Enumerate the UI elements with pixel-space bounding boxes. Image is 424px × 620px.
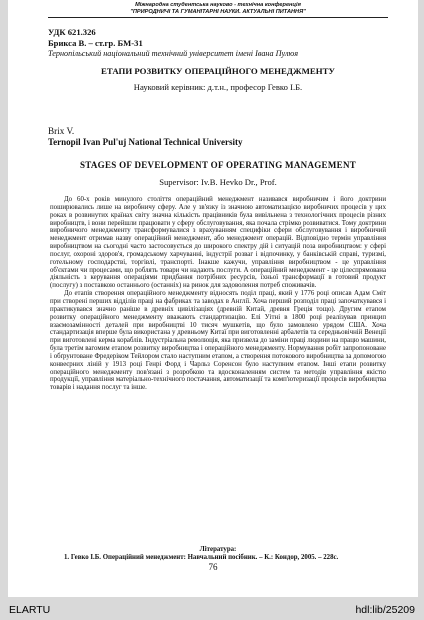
article-body — [50, 196, 386, 392]
paragraph-2: До етапів створення операційного менеджменту відносять поділ праці, який у 1776 році описав Адам Сміт при створені перших відділів праці на фабриках та заводах в Англії. Хоча перший розподіл праці започаткувався і практикувався значно раніше в древніх цивілізаціях (древній Китай, древня Греція тощо). Другим етапом розвитку операційного менеджменту вважають стандартизацію. Елі Уітні в 1800 році реалізував принцип взаємозамінності деталей при виробництві 10 тисяч мушкетів, що було замовлено урядом США. Хоча стандартизація вперше була використана у древньому Китаї при виготовленні арбалетів та середньовічній Венеції при виготовлені керма кораблів. Індустріальна революція, яка призвела до заміни праці людини на працю машини, була третім вагомим етапом розвитку виробництва і операційного менеджменту. Нормування робіт запропоноване і обґрунтоване Фредеріком Тейлором стало наступним етапом, а створення потокового виробництва за допомогою конвеєрних ліній у 1913 році Генрі Форд і Чарльз Соренсон було наступним етапом. Інші етапи розвитку операційного менеджменту пов'язані з розробкою та вдосконаленням систем та методів управління якістю продукції, управління матеріально-технічного постачання, автоматизації та комп'ютеризації процесів виробництва товарів і надання послуг та інше. — [50, 290, 386, 392]
supervisor-ua: Науковий керівник: д.т.н., професор Гевко І.Б. — [133, 82, 303, 92]
literature-entry: 1. Гевко І.Б. Операційний менеджмент: Навчальний посібник. – К.: Кондор, 2005. – 228с. — [64, 553, 339, 561]
conference-header-line2: "ПРИРОДНИЧІ ТА ГУМАНІТАРНІ НАУКИ. АКТУАЛЬНІ ПИТАННЯ" — [130, 9, 306, 15]
literature-section — [50, 546, 386, 562]
affiliation-en: Ternopil Ivan Pul'uj National Technical University — [48, 137, 243, 147]
literature-title: Література: — [199, 546, 237, 553]
title-ua: ЕТАПИ РОЗВИТКУ ОПЕРАЦІЙНОГО МЕНЕДЖМЕНТУ — [101, 66, 335, 76]
title-en: STAGES OF DEVELOPMENT OF OPERATING MANAGEMENT — [79, 160, 357, 170]
document-page — [8, 0, 418, 597]
conference-header-line1: Міжнародна студентська науково - технічна конференція — [135, 2, 301, 8]
footer-handle-label: hdl:lib/25209 — [355, 604, 415, 616]
udk-code: УДК 621.326 — [48, 27, 96, 37]
affiliation-ua: Тернопільський національний технічний університет імені Івана Пулюя — [48, 49, 299, 58]
conference-header — [48, 2, 388, 16]
page-number: 76 — [208, 562, 218, 572]
author-en: Brix V. — [48, 126, 75, 136]
paragraph-1: До 60-х років минулого століття операційний менеджмент називався виробничим і його доктрини поширювались лише на виробничу сферу. Але у зв'язку із значною автоматизацією виробничих процесів у цих роках в розвинутих країнах світу значна кількість працівників була вивільнена з технологічних процесів різних виробництв, і вони перейшли працювати у сферу обслуговування, яка почала стрімко розвиватися. Тому доктрини виробничого менеджменту трансформувалися з врахуванням специфіки сфери обслуговування і виробничий менеджмент отримав назву операційний менеджмент, або менеджмент операцій. Відповідно термін управління виробництвом на сьогодні часто застосовується до широкого спектру дій і ситуацій поза виробництвом: у сфері послуг, охороні здоров'я, громадському харчуванні, індустрії розваг і відпочинку, у банківській справі, туризмі, готельному господарстві, торгівлі, транспорті. Інакше кажучи, управління виробництвом - це управління об'єктами чи процесами, що роблять товари чи надають послуги. А операційний менеджмент - це цілеспрямована діяльність з керування операціями придбання потрібних ресурсів, їхньої трансформації в готовий продукт (послугу) з поставкою останнього (останніх) на ринок для задоволення потреб споживачів. — [50, 196, 386, 290]
supervisor-en: Supervisor: Iv.B. Hevko Dr., Prof. — [159, 177, 277, 187]
footer-left-label: ELARTU — [9, 604, 51, 616]
author-ua: Брикса В. – ст.гр. БМ-31 — [48, 38, 143, 48]
header-divider — [48, 17, 388, 18]
